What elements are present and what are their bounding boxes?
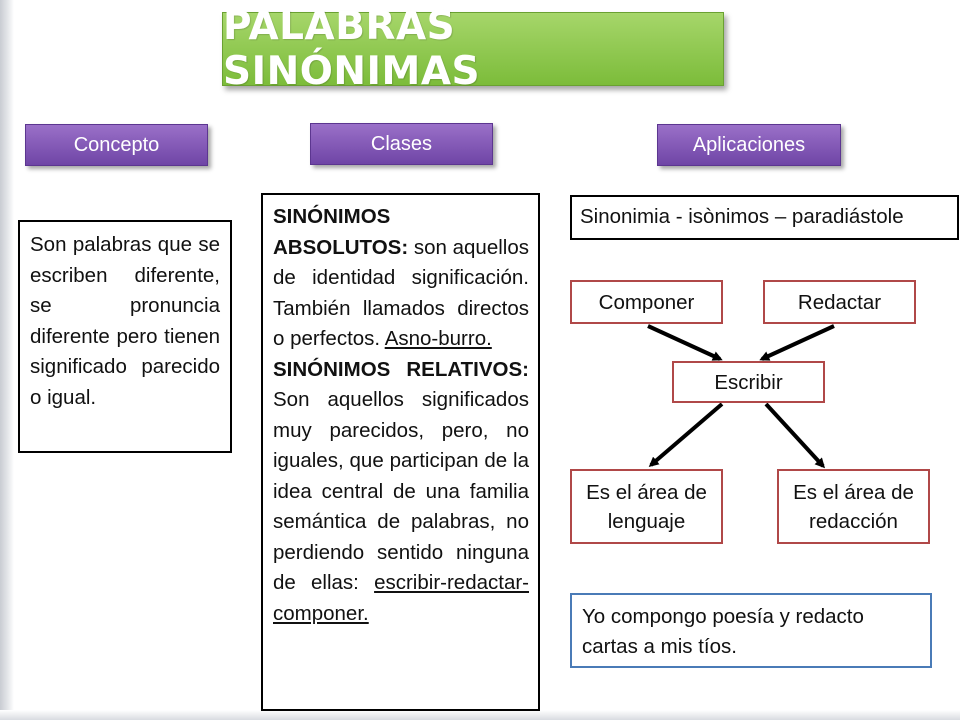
page-title: PALABRAS SINÓNIMAS [223,4,481,94]
absolutos-text: son aquellos de identidad significación. También llamados directos o perfectos. [273,235,529,350]
relativos-heading: SINÓNIMOS RELATIVOS: [273,357,529,381]
node-componer [570,280,723,324]
node-redactar-label: Redactar [797,290,882,314]
header-clases-label: Clases [370,132,433,155]
node-redactar [763,280,916,324]
arrow-escribir-lenguaje [651,404,722,465]
arrow-componer-escribir [648,326,720,359]
example-sentence-box [570,593,932,668]
node-area-redaccion [777,469,930,544]
node-area-redaccion-label: Es el área de redacción [793,480,914,533]
header-aplicaciones-label: Aplicaciones [692,133,806,156]
relativos-example: escribir-redactar-componer. [273,571,529,625]
example-sentence: Yo compongo poesía y redacto cartas a mis tíos. [582,605,864,658]
node-area-lenguaje-label: Es el área de lenguaje [586,480,707,533]
arrow-redactar-escribir [762,326,834,359]
header-concepto-label: Concepto [73,133,160,156]
arrow-escribir-redaccion [766,404,823,466]
absolutos-heading: SINÓNIMOS ABSOLUTOS: [273,205,409,259]
relativos-text: Son aquellos significados muy parecidos, pero, no iguales, que participan de la idea central de una familia semántica de palabras, no perdiendo sentido ninguna de ellas: [273,388,529,594]
concepto-text: Son palabras que se escriben diferente, se pronuncia diferente pero tienen significado parecido o igual. [30,233,220,409]
node-componer-label: Componer [598,290,695,314]
sinonimia-terms: Sinonimia - isònimos – paradiástole [580,205,904,229]
node-escribir-label: Escribir [714,370,783,394]
absolutos-example: Asno-burro. [384,327,492,350]
node-area-lenguaje [570,469,723,544]
node-escribir [672,361,825,403]
